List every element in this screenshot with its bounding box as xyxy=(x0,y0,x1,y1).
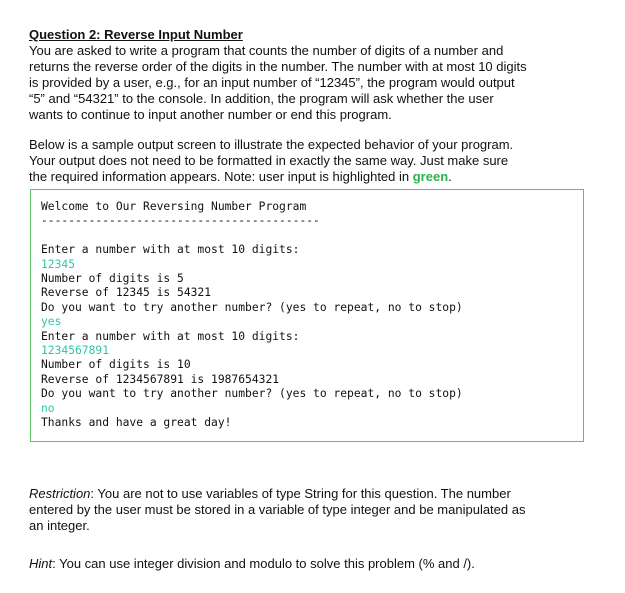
console-user-input: 12345 xyxy=(41,257,76,271)
description-line: returns the reverse order of the digits in the number. The number with at most 10 digits xyxy=(29,59,527,74)
console-continue-prompt: Do you want to try another number? (yes to repeat, no to stop) xyxy=(41,300,463,314)
console-user-input: yes xyxy=(41,315,62,329)
problem-description xyxy=(29,43,589,123)
console-digit-count: Number of digits is 10 xyxy=(41,358,191,372)
document-body xyxy=(29,27,589,572)
restriction-text: : You are not to use variables of type String for this question. The number xyxy=(90,486,511,501)
intro-line: Your output does not need to be formatted in exactly the same way. Just make sure xyxy=(29,153,509,168)
intro-text: the required information appears. Note: user input is highlighted in xyxy=(29,169,413,184)
question-title: Question 2: Reverse Input Number xyxy=(29,27,243,42)
intro-line: Below is a sample output screen to illustrate the expected behavior of your program. xyxy=(29,137,514,152)
intro-line-last xyxy=(29,169,589,185)
restriction-line: entered by the user must be stored in a variable of type integer and be manipulated as xyxy=(29,502,526,517)
restriction-line: an integer. xyxy=(29,518,90,533)
console-prompt: Enter a number with at most 10 digits: xyxy=(41,329,300,343)
console-reverse-result: Reverse of 12345 is 54321 xyxy=(41,286,212,300)
restriction-label: Restriction xyxy=(29,486,91,501)
intro-period: . xyxy=(448,169,452,184)
restriction-note xyxy=(29,486,589,534)
console-user-input: 1234567891 xyxy=(41,344,110,358)
green-highlight-word: green xyxy=(412,169,449,184)
hint-text: : You can use integer division and modulo to solve this problem (% and /). xyxy=(52,556,475,571)
description-line: is provided by a user, e.g., for an input number of “12345”, the program would output xyxy=(29,75,515,90)
console-continue-prompt: Do you want to try another number? (yes to repeat, no to stop) xyxy=(41,387,463,401)
description-line: “5” and “54321” to the console. In addition, the program will ask whether the user xyxy=(29,91,494,106)
description-line: wants to continue to input another number or end this program. xyxy=(29,107,392,122)
console-reverse-result: Reverse of 1234567891 is 1987654321 xyxy=(41,372,280,386)
hint-note xyxy=(29,556,589,572)
console-separator: ----------------------------------------- xyxy=(41,214,320,228)
console-digit-count: Number of digits is 5 xyxy=(41,272,184,286)
console-welcome-line: Welcome to Our Reversing Number Program xyxy=(41,200,307,213)
description-line: You are asked to write a program that counts the number of digits of a number and xyxy=(29,43,504,58)
console-goodbye-line: Thanks and have a great day! xyxy=(41,416,232,430)
console-prompt: Enter a number with at most 10 digits: xyxy=(41,243,300,257)
restriction-line xyxy=(29,486,589,502)
console-blank-line xyxy=(41,229,573,243)
console-user-input: no xyxy=(41,401,55,415)
sample-output-intro xyxy=(29,137,589,185)
hint-label: Hint xyxy=(29,556,53,571)
sample-console-output xyxy=(30,189,584,442)
